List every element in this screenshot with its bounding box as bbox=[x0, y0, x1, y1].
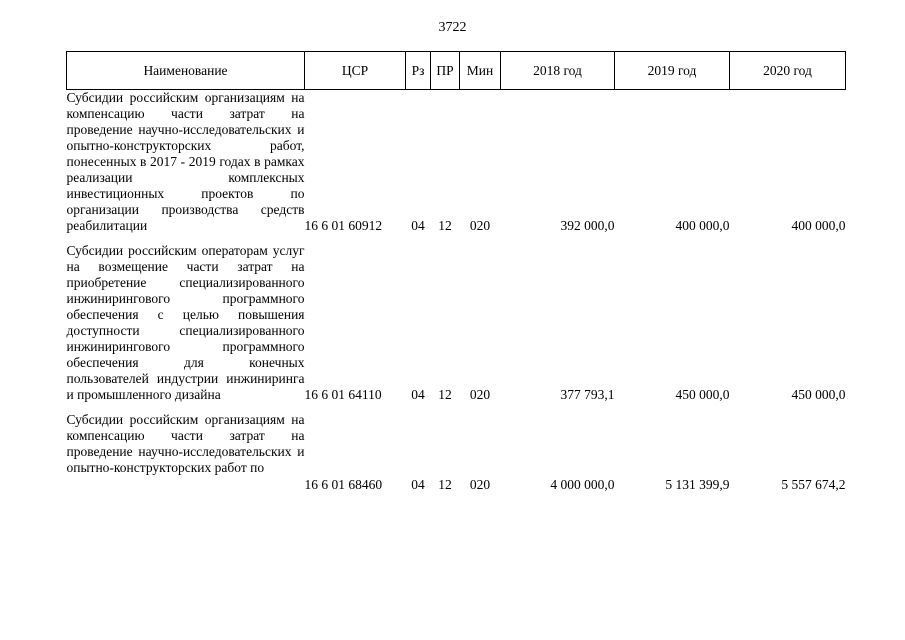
row-csr: 16 6 01 64110 bbox=[304, 387, 382, 402]
row-pr: 12 bbox=[438, 477, 452, 492]
row-csr: 16 6 01 60912 bbox=[304, 218, 383, 233]
row-name-cell bbox=[67, 412, 305, 493]
header-2019: 2019 год bbox=[615, 52, 730, 90]
table-header-row bbox=[67, 52, 846, 90]
row-name: Субсидии российским организациям на компенсацию части затрат на проведение научно-исследовательских и опытно-конструкторских работ по bbox=[66, 412, 305, 475]
row-2018: 392 000,0 bbox=[560, 218, 615, 233]
row-2020: 5 557 674,2 bbox=[781, 477, 846, 492]
row-name: Субсидии российским организациям на компенсацию части затрат на проведение научно-исследовательских и опытно-конструкторских работ, понесенных в 2017 - 2019 годах в рамках реализации комплексных инвестиционных проектов по организации производства средств реабилитации bbox=[66, 90, 305, 233]
row-2020: 450 000,0 bbox=[791, 387, 846, 402]
row-2019: 5 131 399,9 bbox=[665, 477, 730, 492]
header-2020: 2020 год bbox=[730, 52, 846, 90]
row-rz: 04 bbox=[411, 387, 425, 402]
budget-table bbox=[66, 51, 846, 493]
table-row bbox=[67, 412, 846, 493]
row-rz: 04 bbox=[411, 218, 425, 233]
row-pr: 12 bbox=[438, 218, 452, 233]
row-spacer bbox=[67, 403, 846, 412]
row-spacer bbox=[67, 234, 846, 243]
row-2018: 377 793,1 bbox=[560, 387, 615, 402]
row-min: 020 bbox=[469, 218, 491, 233]
row-rz: 04 bbox=[411, 477, 425, 492]
header-2018: 2018 год bbox=[501, 52, 615, 90]
header-name: Наименование bbox=[67, 52, 305, 90]
header-rz: Рз bbox=[406, 52, 431, 90]
row-2020: 400 000,0 bbox=[791, 218, 846, 233]
table-row bbox=[67, 90, 846, 235]
header-min: Мин bbox=[460, 52, 501, 90]
row-2018: 4 000 000,0 bbox=[550, 477, 615, 492]
row-pr: 12 bbox=[438, 387, 452, 402]
row-min: 020 bbox=[469, 477, 491, 492]
row-2019: 400 000,0 bbox=[675, 218, 730, 233]
table-row bbox=[67, 243, 846, 403]
header-csr: ЦСР bbox=[305, 52, 406, 90]
row-2019: 450 000,0 bbox=[675, 387, 730, 402]
row-csr: 16 6 01 68460 bbox=[304, 477, 383, 492]
header-pr: ПР bbox=[431, 52, 460, 90]
row-min: 020 bbox=[469, 387, 491, 402]
page-number: 3722 bbox=[438, 20, 467, 35]
row-name: Субсидии российским операторам услуг на возмещение части затрат на приобретение специализированного инжинирингового программного обеспечения с целью повышения доступности специализированного инжинирингового программного обеспечения для конечных пользователей индустрии инжиниринга и промышленного дизайна bbox=[66, 243, 305, 402]
